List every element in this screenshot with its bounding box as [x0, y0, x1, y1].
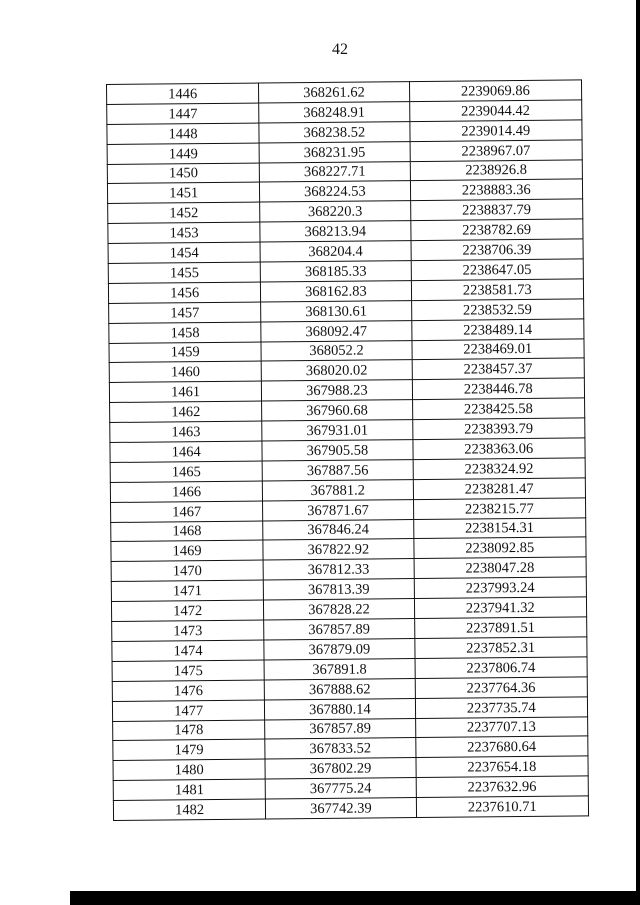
point-number-cell: 1478 — [113, 720, 265, 741]
x-coordinate-cell: 367857.89 — [264, 619, 414, 640]
x-coordinate-cell: 367822.92 — [263, 539, 413, 560]
y-coordinate-cell: 2238706.39 — [411, 239, 584, 261]
x-coordinate-cell: 368231.95 — [259, 141, 409, 162]
x-coordinate-cell: 367879.09 — [264, 639, 414, 660]
y-coordinate-cell: 2238425.58 — [412, 398, 585, 420]
point-number-cell: 1475 — [112, 660, 264, 681]
x-coordinate-cell: 367960.68 — [262, 400, 412, 421]
y-coordinate-cell: 2237735.74 — [415, 697, 588, 719]
y-coordinate-cell: 2239014.49 — [409, 120, 582, 142]
x-coordinate-cell: 367931.01 — [262, 420, 412, 441]
y-coordinate-cell: 2237764.36 — [415, 677, 588, 699]
point-number-cell: 1455 — [108, 262, 260, 283]
point-number-cell: 1479 — [113, 739, 265, 760]
x-coordinate-cell: 367813.39 — [264, 579, 414, 600]
x-coordinate-cell: 367833.52 — [265, 738, 415, 759]
point-number-cell: 1447 — [107, 103, 259, 124]
y-coordinate-cell: 2238324.92 — [413, 458, 586, 480]
y-coordinate-cell: 2237654.18 — [416, 756, 589, 778]
y-coordinate-cell: 2238967.07 — [410, 140, 583, 162]
point-number-cell: 1461 — [109, 381, 261, 402]
x-coordinate-cell: 367881.2 — [263, 479, 413, 500]
page-edge-right — [636, 0, 640, 905]
y-coordinate-cell: 2237891.51 — [414, 617, 587, 639]
y-coordinate-cell: 2238647.05 — [411, 259, 584, 281]
point-number-cell: 1459 — [109, 342, 261, 363]
y-coordinate-cell: 2238469.01 — [412, 339, 585, 361]
point-number-cell: 1448 — [107, 123, 259, 144]
x-coordinate-cell: 367988.23 — [262, 380, 412, 401]
x-coordinate-cell: 367888.62 — [265, 678, 415, 699]
y-coordinate-cell: 2238581.73 — [411, 279, 584, 301]
point-number-cell: 1469 — [111, 540, 263, 561]
x-coordinate-cell: 368185.33 — [260, 261, 410, 282]
y-coordinate-cell: 2238154.31 — [413, 518, 586, 540]
y-coordinate-cell: 2239044.42 — [409, 100, 582, 122]
point-number-cell: 1468 — [111, 521, 263, 542]
point-number-cell: 1452 — [108, 202, 260, 223]
page-edge-bottom — [70, 891, 640, 905]
point-number-cell: 1460 — [109, 361, 261, 382]
x-coordinate-cell: 368162.83 — [261, 280, 411, 301]
x-coordinate-cell: 367802.29 — [265, 758, 415, 779]
point-number-cell: 1463 — [110, 421, 262, 442]
x-coordinate-cell: 368248.91 — [259, 101, 409, 122]
y-coordinate-cell: 2238393.79 — [412, 418, 585, 440]
x-coordinate-cell: 368227.71 — [260, 161, 410, 182]
x-coordinate-cell: 368238.52 — [259, 121, 409, 142]
point-number-cell: 1453 — [108, 222, 260, 243]
x-coordinate-cell: 367775.24 — [265, 778, 415, 799]
point-number-cell: 1474 — [112, 640, 264, 661]
y-coordinate-cell: 2238446.78 — [412, 378, 585, 400]
y-coordinate-cell: 2237852.31 — [414, 637, 587, 659]
point-number-cell: 1456 — [108, 282, 260, 303]
x-coordinate-cell: 367871.67 — [263, 499, 413, 520]
y-coordinate-cell: 2238457.37 — [412, 358, 585, 380]
x-coordinate-cell: 368213.94 — [260, 221, 410, 242]
y-coordinate-cell: 2238883.36 — [410, 179, 583, 201]
y-coordinate-cell: 2238363.06 — [412, 438, 585, 460]
x-coordinate-cell: 367905.58 — [262, 440, 412, 461]
y-coordinate-cell: 2237680.64 — [415, 736, 588, 758]
point-number-cell: 1470 — [111, 560, 263, 581]
x-coordinate-cell: 368204.4 — [260, 241, 410, 262]
point-number-cell: 1472 — [111, 600, 263, 621]
x-coordinate-cell: 367742.39 — [266, 798, 416, 819]
x-coordinate-cell: 367812.33 — [263, 559, 413, 580]
x-coordinate-cell: 368220.3 — [260, 201, 410, 222]
x-coordinate-cell: 367880.14 — [265, 698, 415, 719]
x-coordinate-cell: 367891.8 — [264, 658, 414, 679]
point-number-cell: 1473 — [112, 620, 264, 641]
x-coordinate-cell: 368052.2 — [261, 340, 411, 361]
x-coordinate-cell: 368224.53 — [260, 181, 410, 202]
x-coordinate-cell: 367887.56 — [262, 459, 412, 480]
y-coordinate-cell: 2237610.71 — [416, 796, 589, 818]
point-number-cell: 1465 — [110, 461, 262, 482]
y-coordinate-cell: 2237806.74 — [415, 657, 588, 679]
x-coordinate-cell: 368092.47 — [261, 320, 411, 341]
coordinates-table-body — [107, 80, 589, 820]
y-coordinate-cell: 2238281.47 — [413, 478, 586, 500]
y-coordinate-cell: 2237707.13 — [415, 716, 588, 738]
page-number: 42 — [332, 41, 348, 58]
coordinates-table — [106, 79, 589, 820]
x-coordinate-cell: 368020.02 — [261, 360, 411, 381]
y-coordinate-cell: 2237941.32 — [414, 597, 587, 619]
point-number-cell: 1477 — [112, 700, 264, 721]
y-coordinate-cell: 2238532.59 — [411, 299, 584, 321]
point-number-cell: 1450 — [107, 163, 259, 184]
point-number-cell: 1446 — [107, 83, 259, 104]
point-number-cell: 1464 — [110, 441, 262, 462]
point-number-cell: 1458 — [109, 322, 261, 343]
point-number-cell: 1454 — [108, 242, 260, 263]
y-coordinate-cell: 2238215.77 — [413, 498, 586, 520]
point-number-cell: 1457 — [109, 302, 261, 323]
point-number-cell: 1476 — [112, 680, 264, 701]
y-coordinate-cell: 2238837.79 — [410, 199, 583, 221]
y-coordinate-cell: 2238489.14 — [411, 319, 584, 341]
y-coordinate-cell: 2238092.85 — [413, 537, 586, 559]
point-number-cell: 1480 — [113, 759, 265, 780]
x-coordinate-cell: 367857.89 — [265, 718, 415, 739]
y-coordinate-cell: 2237632.96 — [416, 776, 589, 798]
point-number-cell: 1451 — [107, 182, 259, 203]
x-coordinate-cell: 367846.24 — [263, 519, 413, 540]
y-coordinate-cell: 2238926.8 — [410, 159, 583, 181]
x-coordinate-cell: 367828.22 — [264, 599, 414, 620]
point-number-cell: 1467 — [111, 501, 263, 522]
table-row — [113, 796, 588, 820]
point-number-cell: 1481 — [113, 779, 265, 800]
x-coordinate-cell: 368130.61 — [261, 300, 411, 321]
y-coordinate-cell: 2239069.86 — [409, 80, 582, 102]
coordinates-table-container — [106, 79, 589, 820]
point-number-cell: 1471 — [111, 580, 263, 601]
point-number-cell: 1449 — [107, 143, 259, 164]
y-coordinate-cell: 2237993.24 — [414, 577, 587, 599]
x-coordinate-cell: 368261.62 — [259, 82, 409, 103]
point-number-cell: 1482 — [113, 799, 265, 820]
point-number-cell: 1462 — [110, 401, 262, 422]
y-coordinate-cell: 2238047.28 — [414, 557, 587, 579]
y-coordinate-cell: 2238782.69 — [410, 219, 583, 241]
point-number-cell: 1466 — [110, 481, 262, 502]
